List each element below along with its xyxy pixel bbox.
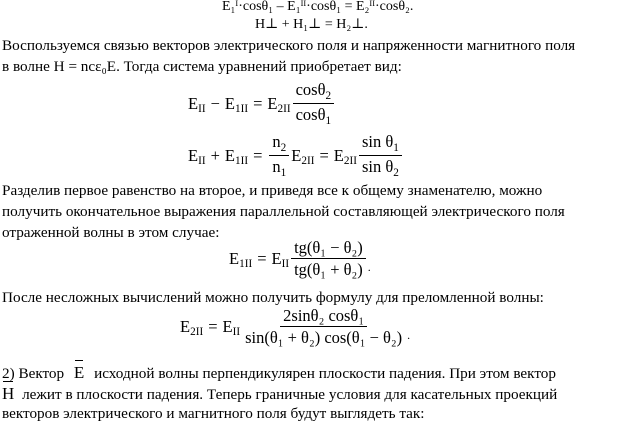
eq1-minus: − <box>210 93 220 113</box>
paragraph-4-lead: 2) Вектор <box>2 365 65 382</box>
eq2-n-fraction: $\frac{n_2}{n_1}$ <box>269 132 289 179</box>
eq1-lhs-b: $E_{1II}$ <box>224 93 249 116</box>
paragraph-4-line-1-text: исходной волны перпендикулярен плоскости падения. При этом вектор <box>94 365 556 382</box>
paragraph-2-line-1: Разделив первое равенство на второе, и приведя все к общему знаменателю, можно <box>2 182 543 199</box>
vector-e-symbol: E <box>73 363 85 382</box>
paragraph-4-line-1 <box>2 362 556 384</box>
eq4-lhs: $E_{2II}$ <box>180 316 204 339</box>
eq2-equals-2: = <box>319 145 329 165</box>
equation-1 <box>188 80 336 127</box>
paragraph-4-line-2-text: лежит в плоскости падения. Теперь граничные условия для касательных проекций <box>22 386 558 403</box>
eq2-plus: + <box>210 145 220 165</box>
eq3-period: . <box>367 260 371 274</box>
paragraph-2-line-2: получить окончательное выражения параллельной составляющей электрического поля <box>2 203 565 220</box>
eq3-fraction: $\frac{\text{tg(θ₁ − θ₂)}}{\text{tg(θ₁ + θ₂)}}$ <box>291 238 366 279</box>
eq1-rhs: $E_{2II}$ <box>267 93 291 116</box>
paragraph-1-line-2: в волне H = ncε₀E. Тогда система уравнений приобретает вид: <box>2 58 402 75</box>
paragraph-4-line-3: векторов электрического и магнитного поля будут выглядеть так: <box>2 405 425 422</box>
paragraph-3-line-1: После несложных вычислений можно получить формулу для преломленной волны: <box>2 289 544 306</box>
equation-2 <box>188 132 404 179</box>
equation-3 <box>229 238 371 279</box>
eq4-fraction: $\frac{\text{2sinθ₂ cosθ₁}}{\text{sin(θ₁ + θ₂) cos(θ₁ − θ₂)}}$ <box>245 306 403 347</box>
paragraph-1-line-1: Воспользуемся связью векторов электрического поля и напряженности магнитного поля <box>2 37 576 54</box>
eq1-lhs-a: $E_{II}$ <box>188 93 206 116</box>
eq4-equals: = <box>208 316 218 336</box>
paragraph-2-line-3: отраженной волны в этом случае: <box>2 224 220 241</box>
top-equation-2: H⊥ + H₁⊥ = H₂⊥. <box>255 17 368 32</box>
eq2-sin-fraction: $\frac{\sin \theta_1}{\sin \theta_2}$ <box>359 132 402 179</box>
equation-4 <box>180 306 410 347</box>
vector-h-symbol: H <box>2 384 15 403</box>
eq2-rhs: $E_{2II}$ <box>333 145 357 168</box>
eq2-equals-1: = <box>253 145 263 165</box>
eq1-fraction: $\frac{\cos\theta_2}{\cos\theta_1}$ <box>293 80 335 127</box>
eq3-lhs: $E_{1II}$ <box>229 248 253 271</box>
eq2-lhs-a: $E_{II}$ <box>188 145 206 168</box>
top-equation-1: E₁ᴵ·cosθ₁ – E₁ᴵᴵ·cosθ₁ = E₂ᴵᴵ·cosθ₂. <box>222 0 414 14</box>
eq3-e: $E_{II}$ <box>271 248 290 271</box>
eq4-period: . <box>407 328 411 342</box>
eq4-e: $E_{II}$ <box>222 316 241 339</box>
eq1-equals: = <box>253 93 263 113</box>
eq2-lhs-b: $E_{1II}$ <box>224 145 249 168</box>
eq2-mid: $E_{2II}$ <box>291 145 315 168</box>
paragraph-4-line-2 <box>2 383 557 405</box>
eq3-equals: = <box>257 248 267 268</box>
